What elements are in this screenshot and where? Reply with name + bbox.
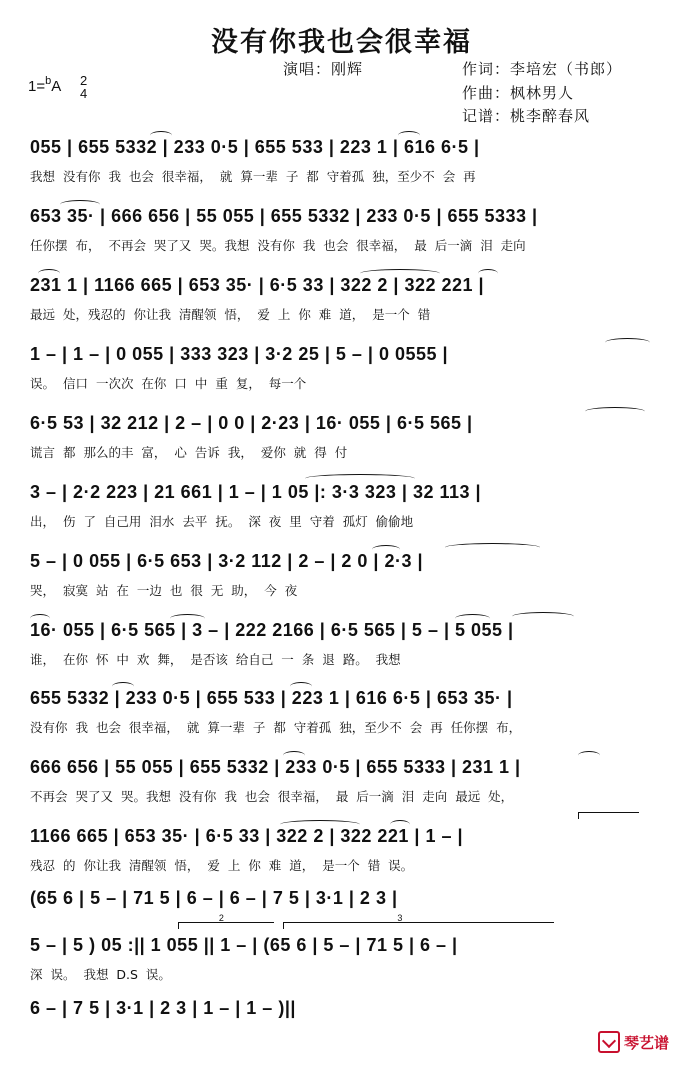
singer-credit: 演唱：刚辉 bbox=[283, 60, 364, 78]
notation-line: 16· 055 | 6·5 565 | 3 – | 222 2166 | 6·5 565 | 5 – | 5 055 | bbox=[30, 620, 514, 640]
lyric-line: 最远 处，残忍的 你让我 清醒领 悟， 爱 上 你 难 道， 是一个 错 bbox=[30, 307, 431, 322]
notation-line: 3 – | 2·2 223 | 21 661 | 1 – | 1 05 |: 3·3 323 | 32 113 | bbox=[30, 482, 482, 502]
slur bbox=[605, 338, 650, 347]
notation-line: 655 5332 | 233 0·5 | 655 533 | 223 1 | 616 6·5 | 653 35· | bbox=[30, 688, 513, 708]
site-logo bbox=[598, 1031, 669, 1053]
lyric-line: 谁， 在你 怀 中 欢 舞， 是否该 给自己 一 条 退 路。 我想 bbox=[30, 652, 401, 667]
lyric-line: 残忍 的 你让我 清醒领 悟， 爱 上 你 难 道， 是一个 错 误。 bbox=[30, 858, 414, 873]
notation-line: 666 656 | 55 055 | 655 5332 | 233 0·5 | 655 5333 | 231 1 | bbox=[30, 757, 521, 777]
score-system-6 bbox=[0, 482, 683, 550]
lyric-line: 任你摆 布， 不再会 哭了又 哭。我想 没有你 我 也会 很幸福， 最 后一滴 泪 走向 bbox=[30, 238, 526, 253]
notation-line: 6 – | 7 5 | 3·1 | 2 3 | 1 – | 1 – )|| bbox=[30, 998, 296, 1018]
score-system-11 bbox=[0, 826, 683, 894]
time-signature-bottom: 4 bbox=[80, 86, 88, 101]
lyric-line: 哭， 寂寞 站 在 一边 也 很 无 助， 今 夜 bbox=[30, 583, 298, 598]
score-system-14 bbox=[0, 998, 683, 1066]
composer-credit: 作曲：枫林男人 bbox=[462, 84, 575, 102]
lyric-line: 不再会 哭了又 哭。我想 没有你 我 也会 很幸福， 最 后一滴 泪 走向 最远 处， bbox=[30, 789, 514, 804]
notation-line: 5 – | 0 055 | 6·5 653 | 3·2 112 | 2 – | 2 0 | 2·3 | bbox=[30, 551, 423, 571]
score-system-9 bbox=[0, 688, 683, 756]
slur bbox=[578, 751, 600, 760]
lyric-line: 谎言 都 那么的丰 富， 心 告诉 我， 爱你 就 得 付 bbox=[30, 445, 348, 460]
logo-text: 琴艺谱 bbox=[623, 1033, 669, 1052]
song-title: 没有你我也会很幸福 bbox=[211, 27, 472, 58]
notation-line: 653 35· | 666 656 | 55 055 | 655 5332 | 233 0·5 | 655 5333 | bbox=[30, 206, 538, 226]
tie bbox=[512, 612, 574, 621]
tie bbox=[445, 543, 540, 552]
score-system-13 bbox=[0, 913, 683, 1003]
key-signature: 1=$^b$A bbox=[28, 75, 62, 95]
volta-bracket-2: 2 bbox=[178, 922, 274, 929]
score-system-8 bbox=[0, 620, 683, 688]
notation-line: (65 6 | 5 – | 71 5 | 6 – | 6 – | 7 5 | 3·1 | 2 3 | bbox=[30, 888, 398, 908]
score-system-1 bbox=[0, 137, 683, 205]
logo-icon bbox=[598, 1031, 620, 1053]
volta-bracket bbox=[578, 812, 639, 819]
lyric-line: 出， 伤 了 自己用 泪水 去平 抚。 深 夜 里 守着 孤灯 偷偷地 bbox=[30, 514, 414, 529]
notation-line: 055 | 655 5332 | 233 0·5 | 655 533 | 223 1 | 616 6·5 | bbox=[30, 137, 480, 157]
lyricist-credit: 作词：李培宏（书郎） bbox=[462, 60, 623, 78]
transcriber-credit: 记谱：桃李醉春风 bbox=[462, 107, 591, 125]
score-system-5 bbox=[0, 413, 683, 481]
volta-bracket-3: 3 bbox=[283, 922, 554, 929]
notation-line: 1 – | 1 – | 0 055 | 333 323 | 3·2 25 | 5 – | 0 0555 | bbox=[30, 344, 449, 364]
score-system-4 bbox=[0, 344, 683, 412]
time-signature-top: 2 bbox=[80, 73, 88, 88]
time-signature bbox=[80, 74, 87, 100]
flat-sign: b bbox=[45, 75, 52, 87]
score-system-2 bbox=[0, 206, 683, 274]
notation-line: 6·5 53 | 32 212 | 2 – | 0 0 | 2·23 | 16· 055 | 6·5 565 | bbox=[30, 413, 473, 433]
score-system-3 bbox=[0, 275, 683, 343]
lyric-line: 我想 没有你 我 也会 很幸福， 就 算一辈 子 都 守着孤 独，至少不 会 再 bbox=[30, 169, 476, 184]
notation-line: 1166 665 | 653 35· | 6·5 33 | 322 2 | 322 221 | 1 – | bbox=[30, 826, 464, 846]
lyric-line: 没有你 我 也会 很幸福， 就 算一辈 子 都 守着孤 独，至少不 会 再 任你摆 布， bbox=[30, 720, 522, 735]
lyric-line: 深 误。 我想 D.S 误。 bbox=[30, 967, 171, 982]
notation-line: 5 – | 5 ) 05 :|| 1 055 || 1 – | (65 6 | 5 – | 71 5 | 6 – | bbox=[30, 935, 458, 955]
lyric-line: 误。 信口 一次次 在你 口 中 重 复， 每一个 bbox=[30, 376, 307, 391]
slur bbox=[585, 407, 645, 416]
score-system-7 bbox=[0, 551, 683, 619]
notation-line: 231 1 | 1166 665 | 653 35· | 6·5 33 | 322 2 | 322 221 | bbox=[30, 275, 485, 295]
